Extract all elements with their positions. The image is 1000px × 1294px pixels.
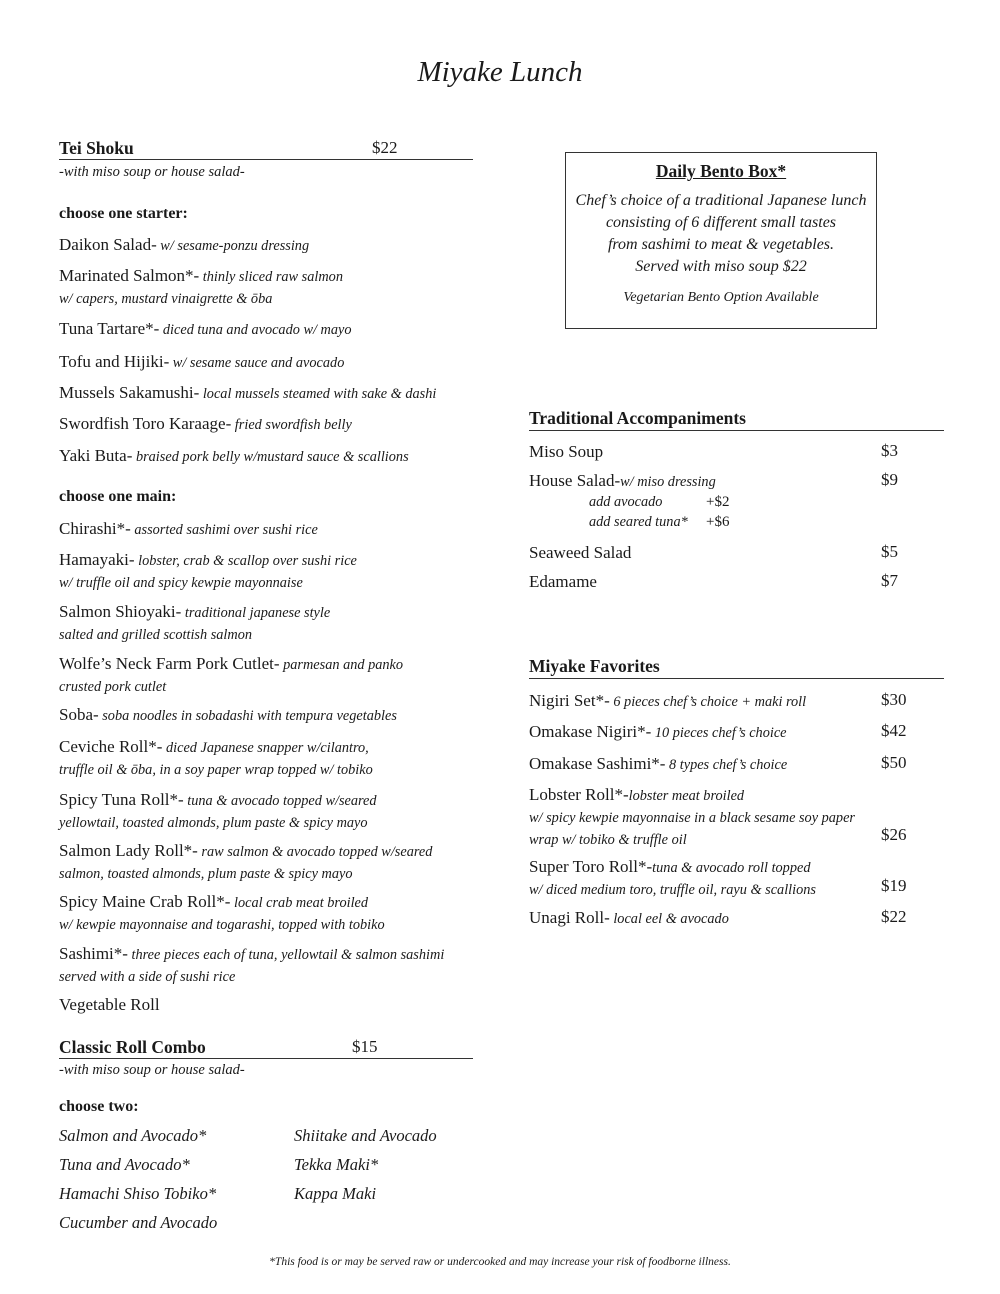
combo-title: Classic Roll Combo [59,1037,206,1057]
combo-option: Cucumber and Avocado [59,1213,218,1232]
bento-vegetarian: Vegetarian Bento Option Available [623,290,819,305]
accompaniment-price: $9 [881,470,898,489]
combo-option: Shiitake and Avocado [294,1126,437,1145]
starter-item: Tuna Tartare*- diced tuna and avocado w/ mayo [59,319,352,338]
starter-heading: choose one starter: [59,205,188,222]
favorites-rule [529,678,944,679]
main-item: Salmon Shioyaki- traditional japanese style salted and grilled scottish salmon [59,602,331,643]
tei-shoku-price: $22 [372,138,398,157]
favorite-item: Omakase Sashimi*- 8 types chef’s choice [529,754,788,773]
main-item: Wolfe’s Neck Farm Pork Cutlet- parmesan and panko crusted pork cutlet [59,654,404,695]
accompaniments-rule [529,430,944,431]
page-title: Miyake Lunch [417,56,583,88]
raw-food-disclaimer: *This food is or may be served raw or undercooked and may increase your risk of foodborne illness. [269,1256,731,1268]
accompaniment-item: House Salad-w/ miso dressing [529,471,716,490]
starter-item: Yaki Buta- braised pork belly w/mustard sauce & scallions [59,446,409,465]
bento-title: Daily Bento Box* [655,161,787,181]
favorite-price: $30 [881,690,907,709]
favorite-item: Omakase Nigiri*- 10 pieces chef’s choice [529,722,787,741]
favorite-price: $22 [881,907,907,926]
accompaniments-title: Traditional Accompaniments [529,408,746,428]
favorite-price: $19 [881,876,907,895]
starter-item: Daikon Salad- w/ sesame-ponzu dressing [59,235,310,254]
accompaniment-item: Seaweed Salad [529,543,632,562]
main-item: Hamayaki- lobster, crab & scallop over sushi rice w/ truffle oil and spicy kewpie mayonnaise [59,550,357,591]
main-item: Salmon Lady Roll*- raw salmon & avocado topped w/seared salmon, toasted almonds, plum paste & spicy mayo [59,841,433,882]
tei-shoku-title: Tei Shoku [59,138,134,158]
favorite-item: Unagi Roll- local eel & avocado [529,908,729,927]
addon-name: add avocado [589,494,663,510]
starter-item: Mussels Sakamushi- local mussels steamed with sake & dashi [59,383,437,402]
accompaniment-item: Miso Soup [529,442,604,461]
main-item: Ceviche Roll*- diced Japanese snapper w/cilantro, truffle oil & ōba, in a soy paper wrap topped w/ tobiko [59,737,373,778]
addon-price: +$6 [706,514,730,530]
accompaniment-price: $5 [881,542,898,561]
addon-price: +$2 [706,494,730,510]
starter-item: Swordfish Toro Karaage- fried swordfish belly [59,414,352,433]
combo-rule [59,1058,473,1059]
combo-price: $15 [352,1037,378,1056]
main-item: Spicy Maine Crab Roll*- local crab meat broiled w/ kewpie mayonnaise and togarashi, topped with tobiko [59,892,385,933]
combo-option: Tuna and Avocado* [59,1155,190,1174]
combo-option: Salmon and Avocado* [59,1126,207,1145]
starter-item: Tofu and Hijiki- w/ sesame sauce and avocado [59,352,345,371]
accompaniment-item: Edamame [529,572,597,591]
main-item: Vegetable Roll [59,995,160,1014]
tei-shoku-rule [59,159,473,160]
combo-heading: choose two: [59,1098,139,1115]
combo-note: -with miso soup or house salad- [59,1062,245,1078]
addon-name: add seared tuna* [589,514,688,530]
bento-description: Chef’s choice of a traditional Japanese lunch consisting of 6 different small tastes from sashimi to meat & vegetables. Served with miso soup $22 [575,192,867,275]
main-item: Sashimi*- three pieces each of tuna, yellowtail & salmon sashimi served with a side of sushi rice [59,944,445,985]
favorite-item: Nigiri Set*- 6 pieces chef’s choice + maki roll [529,691,807,710]
tei-shoku-note: -with miso soup or house salad- [59,164,245,180]
main-item: Chirashi*- assorted sashimi over sushi rice [59,519,318,538]
main-heading: choose one main: [59,488,177,505]
favorite-price: $42 [881,721,907,740]
bento-box [565,152,877,329]
combo-option: Kappa Maki [294,1184,377,1203]
combo-option: Hamachi Shiso Tobiko* [59,1184,217,1203]
accompaniment-price: $7 [881,571,898,590]
favorites-title: Miyake Favorites [529,656,660,676]
favorite-price: $50 [881,753,907,772]
main-item: Soba- soba noodles in sobadashi with tempura vegetables [59,705,397,724]
combo-option: Tekka Maki* [294,1155,379,1174]
accompaniment-price: $3 [881,441,898,460]
favorite-price: $26 [881,825,907,844]
starter-item: Marinated Salmon*- thinly sliced raw salmon w/ capers, mustard vinaigrette & ōba [59,266,343,307]
main-item: Spicy Tuna Roll*- tuna & avocado topped w/seared yellowtail, toasted almonds, plum paste & spicy mayo [59,790,377,831]
favorite-item: Super Toro Roll*-tuna & avocado roll topped w/ diced medium toro, truffle oil, rayu & scallions [529,857,816,898]
favorite-item: Lobster Roll*-lobster meat broiled w/ spicy kewpie mayonnaise in a black sesame soy paper wrap w/ tobiko & truffle oil [529,785,855,848]
